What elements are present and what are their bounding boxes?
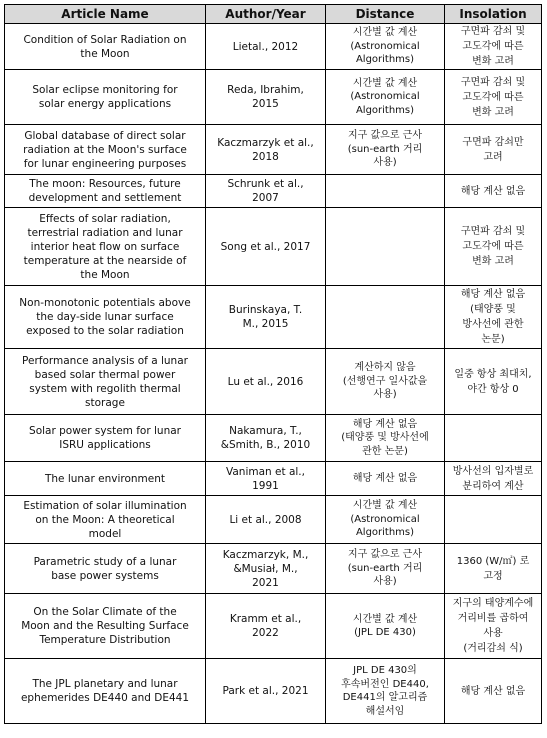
cell-distance: 시간별 값 계산 (Astronomical Algorithms) — [326, 24, 445, 70]
cell-insolation: 구면파 감쇠 및 고도각에 따른 변화 고려 — [445, 24, 542, 70]
cell-distance: 시간별 값 계산 (JPL DE 430) — [326, 594, 445, 659]
cell-author: Li et al., 2008 — [206, 496, 326, 544]
cell-insolation: 지구의 태양계수에 거리비를 곱하여 사용 (거리감쇠 식) — [445, 594, 542, 659]
cell-distance: JPL DE 430의 후속버전인 DE440, DE441의 알고리즘 해설서임 — [326, 659, 445, 724]
cell-author: Park et al., 2021 — [206, 659, 326, 724]
table-row — [5, 125, 542, 175]
cell-author: Burinskaya, T. M., 2015 — [206, 286, 326, 349]
header-author-year: Author/Year — [206, 5, 326, 24]
cell-insolation — [445, 496, 542, 544]
cell-distance: 지구 값으로 근사 (sun-earth 거리 사용) — [326, 125, 445, 175]
cell-article: Condition of Solar Radiation on the Moon — [5, 24, 206, 70]
cell-article: The lunar environment — [5, 462, 206, 496]
cell-article: Non-monotonic potentials above the day-side lunar surface exposed to the solar radiation — [5, 286, 206, 349]
cell-article: Effects of solar radiation, terrestrial radiation and lunar interior heat flow on surface temperature at the nearside of the Moon — [5, 208, 206, 286]
table-header-row — [5, 5, 542, 24]
table-row — [5, 415, 542, 462]
cell-insolation: 1360 (W/㎡) 로 고정 — [445, 544, 542, 594]
table-row — [5, 349, 542, 415]
table-row — [5, 24, 542, 70]
cell-article: Performance analysis of a lunar based solar thermal power system with regolith thermal storage — [5, 349, 206, 415]
header-insolation: Insolation — [445, 5, 542, 24]
cell-author: Nakamura, T., &Smith, B., 2010 — [206, 415, 326, 462]
table-row — [5, 594, 542, 659]
comparison-table-container — [4, 4, 542, 724]
cell-distance: 시간별 값 계산 (Astronomical Algorithms) — [326, 496, 445, 544]
table-row — [5, 208, 542, 286]
cell-article: Solar eclipse monitoring for solar energy applications — [5, 70, 206, 125]
cell-article: Solar power system for lunar ISRU applications — [5, 415, 206, 462]
header-article-name: Article Name — [5, 5, 206, 24]
cell-article: The moon: Resources, future development and settlement — [5, 175, 206, 208]
cell-insolation: 구면파 감쇠 및 고도각에 따른 변화 고려 — [445, 208, 542, 286]
cell-insolation — [445, 415, 542, 462]
cell-article: Global database of direct solar radiation at the Moon's surface for lunar engineering purposes — [5, 125, 206, 175]
cell-insolation: 해당 계산 없음 — [445, 659, 542, 724]
cell-distance: 계산하지 않음 (선행연구 일사값을 사용) — [326, 349, 445, 415]
literature-comparison-table — [4, 4, 542, 724]
cell-insolation: 해당 계산 없음 (태양풍 및 방사선에 관한 논문) — [445, 286, 542, 349]
cell-article: On the Solar Climate of the Moon and the Resulting Surface Temperature Distribution — [5, 594, 206, 659]
cell-distance — [326, 175, 445, 208]
cell-author: Lu et al., 2016 — [206, 349, 326, 415]
header-distance: Distance — [326, 5, 445, 24]
cell-insolation: 해당 계산 없음 — [445, 175, 542, 208]
table-row — [5, 286, 542, 349]
cell-author: Lietal., 2012 — [206, 24, 326, 70]
table-row — [5, 496, 542, 544]
table-row — [5, 70, 542, 125]
cell-distance: 시간별 값 계산 (Astronomical Algorithms) — [326, 70, 445, 125]
cell-article: Parametric study of a lunar base power systems — [5, 544, 206, 594]
cell-insolation: 구면파 감쇠 및 고도각에 따른 변화 고려 — [445, 70, 542, 125]
cell-author: Kaczmarzyk et al., 2018 — [206, 125, 326, 175]
cell-distance: 지구 값으로 근사 (sun-earth 거리 사용) — [326, 544, 445, 594]
cell-author: Song et al., 2017 — [206, 208, 326, 286]
cell-article: Estimation of solar illumination on the Moon: A theoretical model — [5, 496, 206, 544]
cell-distance — [326, 208, 445, 286]
table-row — [5, 175, 542, 208]
cell-insolation: 구면파 감쇠만 고려 — [445, 125, 542, 175]
table-row — [5, 659, 542, 724]
cell-author: Schrunk et al., 2007 — [206, 175, 326, 208]
cell-article: The JPL planetary and lunar ephemerides DE440 and DE441 — [5, 659, 206, 724]
cell-insolation: 일중 항상 최대치, 야간 항상 0 — [445, 349, 542, 415]
cell-insolation: 방사선의 입자별로 분리하여 계산 — [445, 462, 542, 496]
cell-author: Reda, Ibrahim, 2015 — [206, 70, 326, 125]
table-row — [5, 544, 542, 594]
cell-author: Kramm et al., 2022 — [206, 594, 326, 659]
cell-author: Kaczmarzyk, M., &Musiał, M., 2021 — [206, 544, 326, 594]
table-row — [5, 462, 542, 496]
cell-distance: 해당 계산 없음 — [326, 462, 445, 496]
cell-distance: 해당 계산 없음 (태양풍 및 방사선에 관한 논문) — [326, 415, 445, 462]
cell-distance — [326, 286, 445, 349]
cell-author: Vaniman et al., 1991 — [206, 462, 326, 496]
